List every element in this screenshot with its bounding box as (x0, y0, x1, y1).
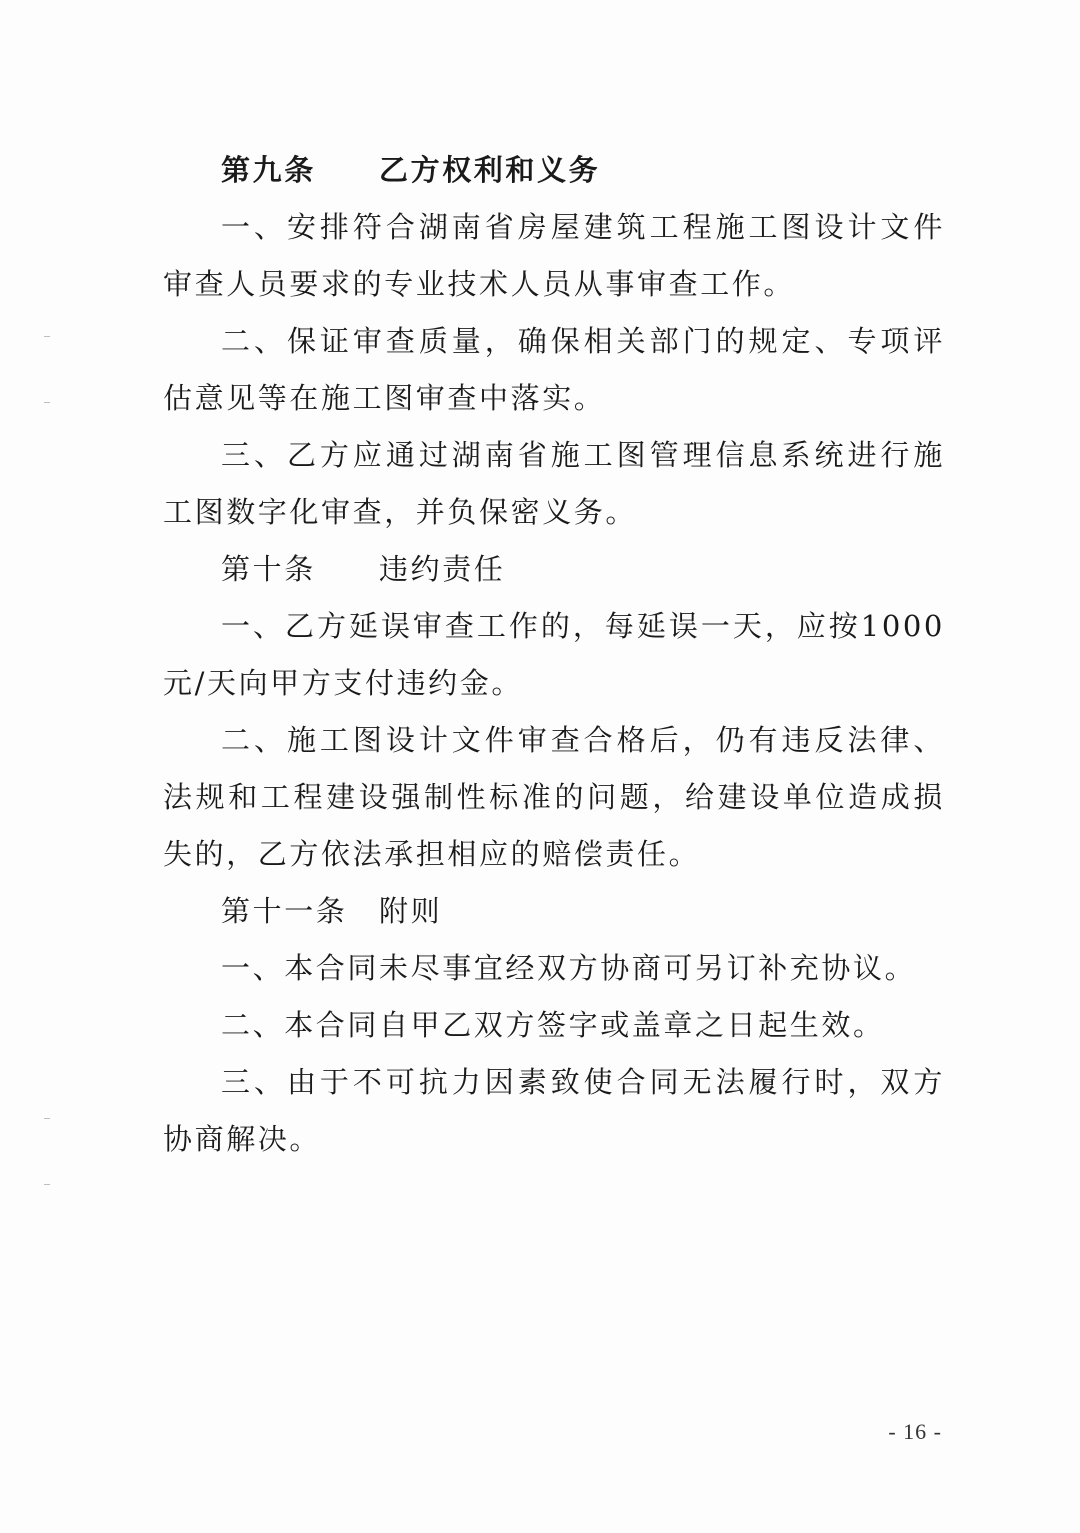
article-10-clause-1: 一、乙方延误审查工作的，每延误一天，应按1000元/天向甲方支付违约金。 (163, 609, 945, 700)
article-10-clause-2: 二、施工图设计文件审查合格后，仍有违反法律、法规和工程建设强制性标准的问题，给建设单位造成损失的，乙方依法承担相应的赔偿责任。 (163, 723, 945, 871)
margin-mark (44, 336, 50, 337)
document-body (163, 142, 945, 1168)
margin-mark (44, 402, 50, 403)
article-9-clause-3: 三、乙方应通过湖南省施工图管理信息系统进行施工图数字化审查，并负保密义务。 (163, 438, 945, 529)
article-11-clause-2: 二、本合同自甲乙双方签字或盖章之日起生效。 (221, 1008, 885, 1042)
margin-mark (44, 1118, 50, 1119)
article-9-clause-2: 二、保证审查质量，确保相关部门的规定、专项评估意见等在施工图审查中落实。 (163, 324, 945, 415)
article-11-clause-3: 三、由于不可抗力因素致使合同无法履行时，双方协商解决。 (163, 1065, 945, 1156)
page-number: - 16 - (888, 1419, 942, 1444)
article-9-heading: 第九条 乙方权利和义务 (221, 153, 601, 187)
margin-mark (44, 1184, 50, 1185)
article-11-clause-1: 一、本合同未尽事宜经双方协商可另订补充协议。 (221, 951, 917, 985)
article-11-heading: 第十一条 附则 (221, 894, 443, 928)
article-10-heading: 第十条 违约责任 (221, 552, 506, 586)
article-9-clause-1: 一、安排符合湖南省房屋建筑工程施工图设计文件审查人员要求的专业技术人员从事审查工作。 (163, 210, 945, 301)
